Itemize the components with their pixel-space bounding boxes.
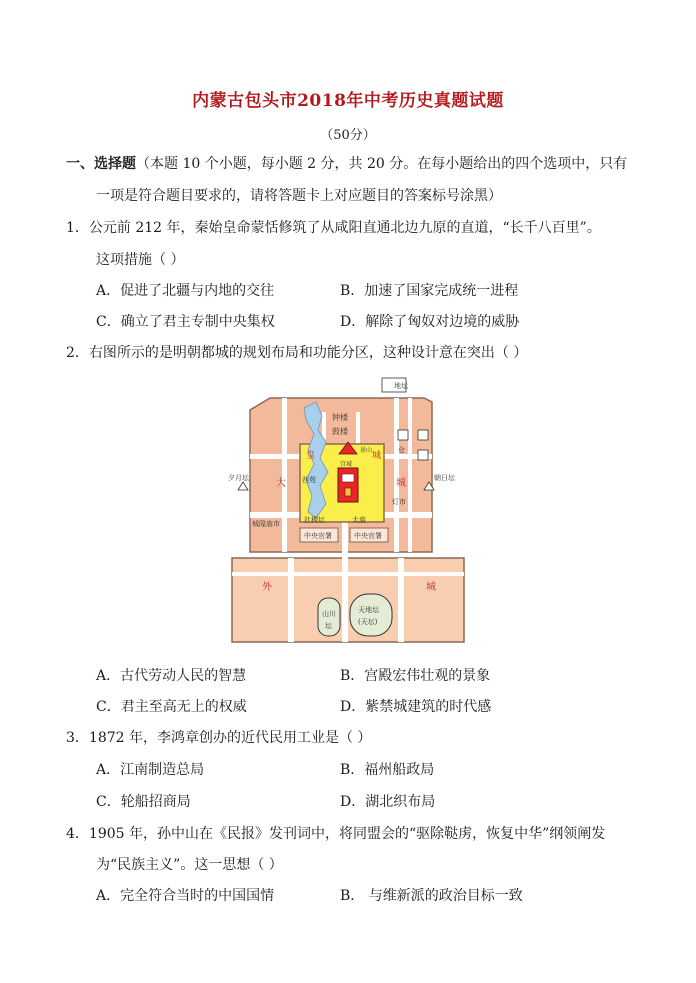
label-da: 大 bbox=[276, 478, 286, 489]
q4-stem-1: 4．1905 年，孙中山在《民报》发刊词中，将同盟会的“驱除鞑虏，恢复中华”纲领阐发 bbox=[66, 826, 606, 842]
q3-option-c[interactable]: C．轮船招商局 bbox=[96, 794, 191, 810]
ming-capital-map-svg bbox=[222, 372, 472, 644]
palace-block bbox=[338, 468, 358, 502]
label-tiandi-1: 天地坛 bbox=[358, 606, 379, 614]
palace-gate bbox=[345, 488, 351, 496]
section-label: 一、选择题 bbox=[66, 156, 136, 172]
q1-option-a[interactable]: A．促进了北疆与内地的交往 bbox=[96, 283, 275, 299]
label-wai: 外 bbox=[262, 582, 272, 593]
q1-option-b[interactable]: B．加速了国家完成统一进程 bbox=[340, 283, 519, 299]
tiandi-altar bbox=[350, 594, 392, 636]
section-intro-2: 一项是符合题目要求的，请将答题卡上对应题目的答案标号涂黑） bbox=[96, 188, 502, 204]
palace-hall bbox=[342, 474, 354, 482]
q3-option-b[interactable]: B．福州船政局 bbox=[340, 762, 435, 778]
label-outer-cheng: 城 bbox=[426, 582, 436, 593]
q1-stem-2: 这项措施（ ） bbox=[96, 252, 185, 268]
label-chaoritan: 朝日坛 bbox=[434, 474, 455, 482]
label-huang: 皇 bbox=[306, 451, 316, 461]
granary-icon-3 bbox=[418, 450, 428, 460]
label-chenghuangmiao: 城隍庙市 bbox=[252, 520, 280, 528]
q3-option-a[interactable]: A．江南制造总局 bbox=[96, 762, 205, 778]
label-guanshu-east: 中央官署 bbox=[354, 532, 382, 540]
q1-stem-1: 1．公元前 212 年，秦始皇命蒙恬修筑了从咸阳直通北边九原的直道，“长千八百里”。 bbox=[66, 220, 601, 236]
label-dengshi: 灯市 bbox=[392, 498, 406, 506]
label-imperial-cheng: 城 bbox=[372, 451, 382, 461]
granary-icon-2 bbox=[418, 430, 428, 440]
label-inner-cheng: 城 bbox=[396, 478, 406, 489]
q1-option-c[interactable]: C．确立了君主专制中央集权 bbox=[96, 314, 275, 330]
label-xiyuan: 西苑 bbox=[302, 476, 316, 484]
label-jingshan: 景山 bbox=[360, 447, 373, 454]
page-title: 内蒙古包头市2018年中考历史真题试题 bbox=[192, 91, 504, 111]
q1-option-d[interactable]: D．解除了匈奴对边境的威胁 bbox=[340, 314, 520, 330]
total-score: （50分） bbox=[320, 128, 376, 143]
section-intro-1: （本题 10 个小题，每小题 2 分，共 20 分。在每小题给出的四个选项中，只有 bbox=[136, 156, 628, 172]
label-tiandi-2: (天坛) bbox=[358, 618, 378, 626]
granary-icon-1 bbox=[398, 430, 408, 440]
q2-stem-1: 2．右图所示的是明朝都城的规划布局和功能分区，这种设计意在突出（ ） bbox=[66, 345, 528, 361]
q2-option-b[interactable]: B．宫殿宏伟壮观的景象 bbox=[340, 668, 491, 684]
label-taimiao: 太庙 bbox=[352, 516, 366, 524]
label-cang: 仓 bbox=[398, 446, 405, 454]
label-ditan: 地坛 bbox=[394, 382, 408, 390]
q3-option-d[interactable]: D．湖北织布局 bbox=[340, 794, 436, 810]
label-gongcheng: 宫城 bbox=[340, 461, 353, 468]
label-shanchuan-1: 山川 bbox=[322, 610, 336, 618]
q2-option-a[interactable]: A．古代劳动人民的智慧 bbox=[96, 668, 247, 684]
q4-option-b[interactable]: B． 与维新派的政治目标一致 bbox=[340, 888, 523, 904]
label-sheji: 社稷坛 bbox=[304, 516, 325, 524]
ming-capital-map bbox=[222, 372, 472, 644]
yueritan-icon bbox=[238, 482, 248, 490]
q4-option-a[interactable]: A．完全符合当时的中国国情 bbox=[96, 888, 275, 904]
label-guanshu-west: 中央官署 bbox=[304, 532, 332, 540]
label-shanchuan-2: 坛 bbox=[325, 622, 332, 630]
q2-option-c[interactable]: C．君主至高无上的权威 bbox=[96, 699, 247, 715]
q4-stem-2: 为“民族主义”。这一思想（ ） bbox=[96, 857, 283, 873]
q2-option-d[interactable]: D．紫禁城建筑的时代感 bbox=[340, 699, 492, 715]
q3-stem: 3．1872 年，李鸿章创办的近代民用工业是（ ） bbox=[66, 730, 372, 746]
label-yueritan: 夕月坛 bbox=[228, 474, 249, 482]
label-zhonglou: 钟楼 bbox=[332, 413, 348, 422]
label-gulou: 鼓楼 bbox=[332, 427, 348, 436]
section-heading bbox=[66, 155, 627, 173]
